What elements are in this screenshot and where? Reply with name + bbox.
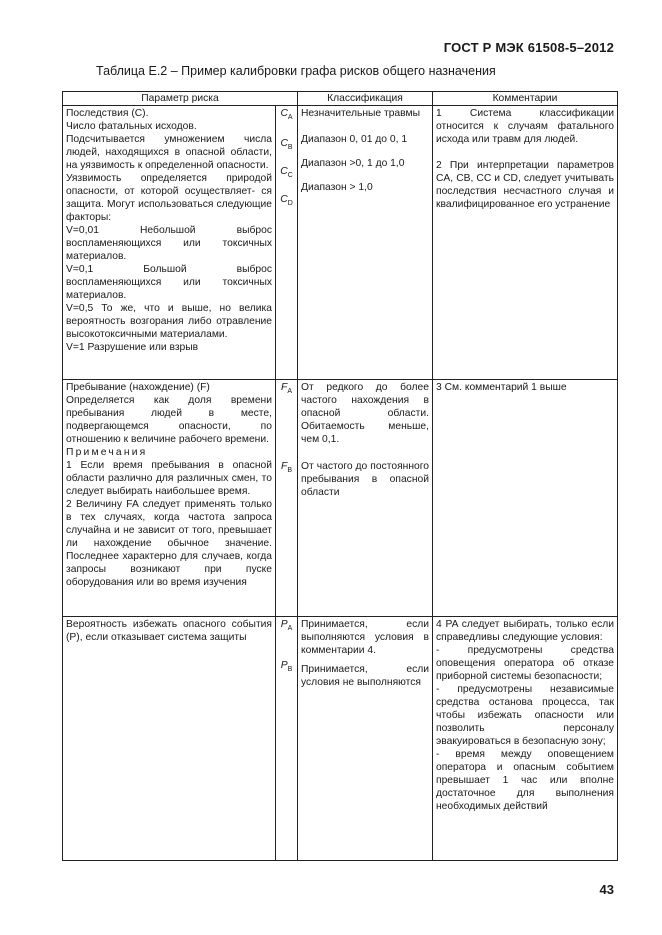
class-description: Принимается, если условия не выполняются	[301, 664, 429, 688]
class-symbol: $C_D$	[280, 194, 293, 208]
comment-text: - время между оповещением оператора и опасным событием превышает 1 час или вполне достаточное для выполнения необходимых действий	[436, 749, 614, 812]
class-symbol: $F_B$	[281, 461, 292, 475]
param-text: Число фатальных исходов.	[66, 121, 197, 132]
param-text: Вероятность избежать опасного события (Р), если отказывает система защиты	[66, 619, 272, 643]
class-description: Принимается, если выполняются условия в комментарии 4.	[301, 619, 429, 656]
param-text: 1 Если время пребывания в опасной области различно для различных смен, то следует выбирать наибольшее время.	[66, 460, 272, 497]
param-text: 2 Величину FA следует применять только в тех случаях, когда частота запроса случайна и не зависит от того, превышает ли нахождение обычное значение. Последнее характерно для случаев, когда запросы возникают при пуске оборудования или во время изучения	[66, 499, 272, 588]
comments-cell	[433, 617, 618, 861]
symbol-cell	[276, 106, 298, 380]
class-description: Незначительные травмы	[301, 108, 420, 119]
class-description: Диапазон > 1,0	[301, 182, 373, 193]
param-text: Определяется как доля времени пребывания людей в месте, подвергающемся опасности, по отношению к величине рабочего времени.	[66, 395, 272, 445]
comment-text: 1 Система классификации относится к случаям фатального исхода или травм для людей.	[436, 108, 614, 145]
table-row	[63, 380, 618, 617]
table-row	[63, 617, 618, 861]
comment-text: 2 При интерпретации параметров CA, CB, CC и CD, следует учитывать последствия несчастного случая и квалифицированное его устранение	[436, 160, 614, 210]
param-text: V=1 Разрушение или взрыв	[66, 342, 199, 353]
comment-text: 3 См. комментарий 1 выше	[436, 382, 567, 393]
param-text: Пребывание (нахождение) (F)	[66, 382, 210, 393]
class-symbol: $P_B$	[280, 660, 293, 674]
comment-text: 4 PA следует выбирать, только если справедливы следующие условия:	[436, 619, 614, 643]
classification-cell	[298, 106, 433, 380]
page-number: 43	[599, 882, 614, 897]
classification-cell	[298, 617, 433, 861]
param-text: V=0,5 То же, что и выше, но велика вероятность возгорания либо отравление высокотоксичными материалами.	[66, 303, 272, 340]
column-header-parameter: Параметр риска	[63, 92, 298, 106]
class-description: Диапазон >0, 1 до 1,0	[301, 158, 405, 169]
column-header-comments: Комментарии	[433, 92, 618, 106]
risk-calibration-table	[62, 91, 618, 861]
param-text: Уязвимость определяется природой опасности, от которой осуществляет- ся защита. Могут использоваться следующие факторы:	[66, 173, 272, 223]
param-text: V=0,01 Небольшой выброс воспламеняющихся или токсичных материалов.	[66, 225, 272, 262]
comments-cell	[433, 106, 618, 380]
comment-text: - предусмотрены средства оповещения оператора об отказе приборной системы безопасности;	[436, 645, 614, 682]
class-description: От частого до постоянного пребывания в опасной области	[301, 461, 429, 498]
param-cell	[63, 106, 276, 380]
table-row	[63, 106, 618, 380]
param-text: V=0,1 Большой выброс воспламеняющихся или токсичных материалов.	[66, 264, 272, 301]
class-symbol: $P_A$	[280, 619, 293, 633]
symbol-cell	[276, 380, 298, 617]
table-caption: Таблица Е.2 – Пример калибровки графа рисков общего назначения	[96, 64, 496, 78]
param-text: Подсчитывается умножением числа людей, находящихся в опасной области, на уязвимость к определенной опасности.	[66, 134, 272, 171]
class-symbol: $C_B$	[280, 138, 293, 152]
comments-cell	[433, 380, 618, 617]
comment-text: - предусмотрены независимые средства останова процесса, так чтобы избежать опасности или позволить персоналу эвакуироваться в безопасную зону;	[436, 684, 614, 747]
param-cell	[63, 617, 276, 861]
symbol-cell	[276, 617, 298, 861]
class-symbol: $F_A$	[281, 382, 292, 396]
class-description: Диапазон 0, 01 до 0, 1	[301, 134, 408, 145]
class-symbol: $C_C$	[280, 166, 293, 180]
class-symbol: $C_A$	[280, 108, 293, 122]
document-code: ГОСТ Р МЭК 61508-5–2012	[443, 40, 614, 55]
param-cell	[63, 380, 276, 617]
notes-heading: Примечания	[66, 447, 148, 458]
classification-cell	[298, 380, 433, 617]
class-description: От редкого до более частого нахождения в опасной области. Обитаемость меньше, чем 0,1.	[301, 382, 429, 445]
param-text: Последствия (С).	[66, 108, 149, 119]
column-header-classification: Классификация	[298, 92, 433, 106]
